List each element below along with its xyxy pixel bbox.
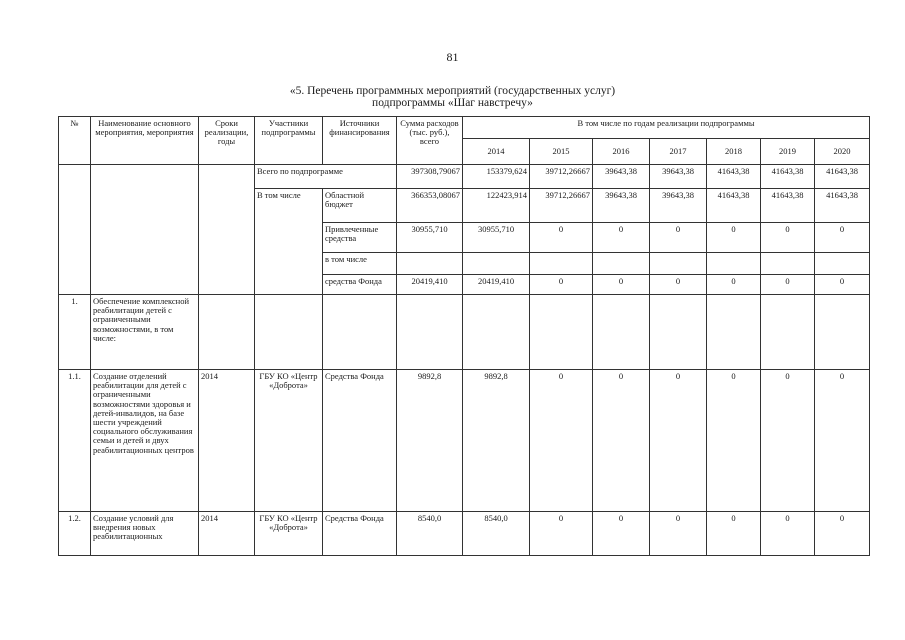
attracted-year-value: 0 — [815, 223, 870, 253]
empty-cell — [815, 253, 870, 275]
row-sum: 8540,0 — [397, 512, 463, 556]
regional-year-value: 39712,26667 — [530, 189, 593, 223]
row-term: 2014 — [199, 370, 255, 512]
header-participants: Участники подпрограммы — [255, 117, 323, 165]
regional-year-value: 41643,38 — [815, 189, 870, 223]
regional-year-value: 122423,914 — [463, 189, 530, 223]
row-year-value: 8540,0 — [463, 512, 530, 556]
header-year: 2020 — [815, 139, 870, 165]
fund-year-value: 0 — [593, 275, 650, 295]
row-num: 1.1. — [59, 370, 91, 512]
header-year: 2016 — [593, 139, 650, 165]
total-year-value: 39643,38 — [593, 165, 650, 189]
empty-cell — [199, 295, 255, 370]
regional-budget-label: Областной бюджет — [323, 189, 397, 223]
empty-cell — [255, 295, 323, 370]
empty-cell — [397, 295, 463, 370]
total-year-value: 41643,38 — [815, 165, 870, 189]
row-year-value: 0 — [530, 370, 593, 512]
row-year-value: 0 — [761, 370, 815, 512]
row-year-value: 0 — [593, 370, 650, 512]
fund-year-value: 0 — [707, 275, 761, 295]
fund-year-value: 0 — [815, 275, 870, 295]
regional-sum: 366353,08067 — [397, 189, 463, 223]
table-row — [59, 295, 870, 370]
header-sum: Сумма расходов (тыс. руб.), всего — [397, 117, 463, 165]
total-year-value: 39712,26667 — [530, 165, 593, 189]
including-label: В том числе — [255, 189, 323, 295]
row-source: Средства Фонда — [323, 512, 397, 556]
empty-cell — [323, 295, 397, 370]
row-activity-name: Создание отделений реабилитации для детей с ограниченными возможностями здоровья и детей-инвалидов, на базе шести учреждений социального обслуживания семьи и детей и двух реабилитационных центров — [91, 370, 199, 512]
empty-cell — [707, 253, 761, 275]
fund-year-value: 0 — [761, 275, 815, 295]
total-label: Всего по подпрограмме — [255, 165, 397, 189]
row-year-value: 0 — [530, 512, 593, 556]
header-year: 2019 — [761, 139, 815, 165]
regional-year-value: 39643,38 — [650, 189, 707, 223]
total-year-value: 153379,624 — [463, 165, 530, 189]
header-year: 2015 — [530, 139, 593, 165]
title-line-1: «5. Перечень программных мероприятий (государственных услуг) — [289, 85, 616, 97]
row-year-value: 0 — [707, 370, 761, 512]
header-by-years: В том числе по годам реализации подпрограммы — [463, 117, 870, 139]
empty-cell — [707, 295, 761, 370]
empty-cell — [761, 253, 815, 275]
row-source: Средства Фонда — [323, 370, 397, 512]
regional-year-value: 41643,38 — [761, 189, 815, 223]
row-year-value: 0 — [707, 512, 761, 556]
summary-num-cell — [59, 165, 91, 295]
header-year: 2017 — [650, 139, 707, 165]
program-activities-table — [58, 116, 870, 556]
empty-cell — [815, 295, 870, 370]
row-year-value: 0 — [815, 512, 870, 556]
summary-term-cell — [199, 165, 255, 295]
row-year-value: 9892,8 — [463, 370, 530, 512]
title-line-2: подпрограммы «Шаг навстречу» — [372, 97, 533, 109]
incl-label: в том числе — [323, 253, 397, 275]
row-participant: ГБУ КО «Центр «Доброта» — [255, 370, 323, 512]
attracted-funds-label: Привлеченные средства — [323, 223, 397, 253]
empty-cell — [463, 295, 530, 370]
attracted-year-value: 0 — [530, 223, 593, 253]
header-activity-name: Наименование основного мероприятия, мероприятия — [91, 117, 199, 165]
fund-label: средства Фонда — [323, 275, 397, 295]
row-num: 1.2. — [59, 512, 91, 556]
row-activity-name: Обеспечение комплексной реабилитации детей с ограниченными возможностями, в том числе: — [91, 295, 199, 370]
empty-cell — [593, 253, 650, 275]
attracted-year-value: 0 — [707, 223, 761, 253]
header-terms: Сроки реализации, годы — [199, 117, 255, 165]
attracted-year-value: 0 — [761, 223, 815, 253]
row-participant: ГБУ КО «Центр «Доброта» — [255, 512, 323, 556]
header-year: 2018 — [707, 139, 761, 165]
page-number: 81 — [446, 50, 459, 64]
row-year-value: 0 — [761, 512, 815, 556]
header-num: № — [59, 117, 91, 165]
row-sum: 9892,8 — [397, 370, 463, 512]
attracted-year-value: 0 — [650, 223, 707, 253]
table-row — [59, 370, 870, 512]
fund-year-value: 0 — [650, 275, 707, 295]
header-sources: Источники финансирования — [323, 117, 397, 165]
table-header-row — [59, 117, 870, 139]
total-year-value: 39643,38 — [650, 165, 707, 189]
empty-cell — [650, 253, 707, 275]
attracted-year-value: 0 — [593, 223, 650, 253]
regional-year-value: 41643,38 — [707, 189, 761, 223]
attracted-year-value: 30955,710 — [463, 223, 530, 253]
row-term: 2014 — [199, 512, 255, 556]
table-row-total — [59, 165, 870, 189]
row-year-value: 0 — [593, 512, 650, 556]
fund-sum: 20419,410 — [397, 275, 463, 295]
regional-year-value: 39643,38 — [593, 189, 650, 223]
empty-cell — [593, 295, 650, 370]
table-row — [59, 512, 870, 556]
row-num: 1. — [59, 295, 91, 370]
attracted-sum: 30955,710 — [397, 223, 463, 253]
total-year-value: 41643,38 — [761, 165, 815, 189]
row-year-value: 0 — [650, 512, 707, 556]
row-activity-name: Создание условий для внедрения новых реабилитационных — [91, 512, 199, 556]
document-title — [0, 85, 905, 109]
fund-year-value: 0 — [530, 275, 593, 295]
fund-year-value: 20419,410 — [463, 275, 530, 295]
total-year-value: 41643,38 — [707, 165, 761, 189]
row-year-value: 0 — [815, 370, 870, 512]
row-year-value: 0 — [650, 370, 707, 512]
empty-cell — [650, 295, 707, 370]
total-sum: 397308,79067 — [397, 165, 463, 189]
header-year: 2014 — [463, 139, 530, 165]
empty-cell — [397, 253, 463, 275]
empty-cell — [530, 253, 593, 275]
empty-cell — [761, 295, 815, 370]
empty-cell — [463, 253, 530, 275]
empty-cell — [530, 295, 593, 370]
summary-name-cell — [91, 165, 199, 295]
